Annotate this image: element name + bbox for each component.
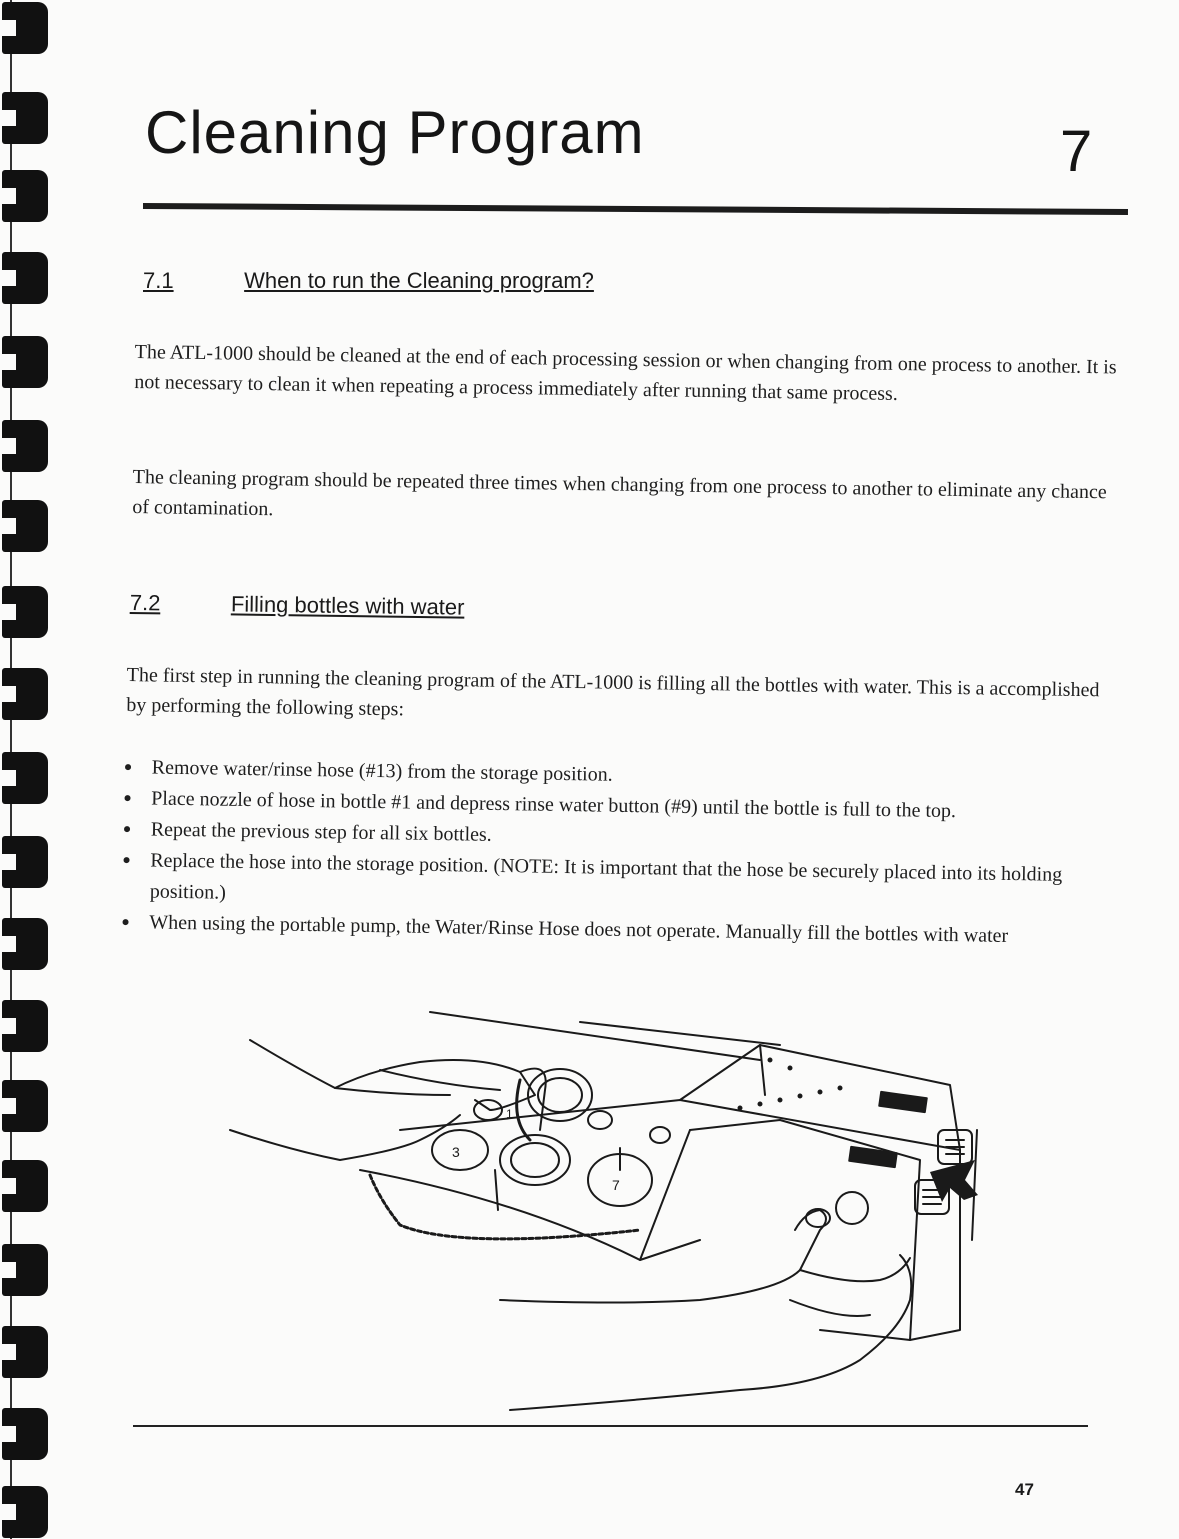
paragraph: The cleaning program should be repeated three times when changing from one process to another to eliminate any chance of contamination. [132, 465, 1107, 521]
list-item: ● Remove water/rinse hose (#13) from the storage position. [120, 752, 1110, 799]
step-list [117, 752, 1110, 954]
list-item: ● Repeat the previous step for all six bottles. [119, 814, 1109, 861]
footer-divider [133, 1425, 1088, 1427]
hands-filling-bottle-illustration [220, 1000, 1010, 1420]
chapter-title: Cleaning Program [145, 99, 645, 166]
paragraph: The first step in running the cleaning program of the ATL-1000 is filling all the bottles with water. This is a accomplished by performing the following steps: [126, 663, 1100, 721]
section-number: 7.1 [143, 268, 174, 293]
cap-label: 3 [452, 1144, 460, 1160]
section-heading-7-2 [130, 590, 465, 621]
title-divider [143, 203, 1128, 215]
section-title: Filling bottles with water [230, 591, 465, 620]
list-item: ● Replace the hose into the storage position. (NOTE: It is important that the hose be securely placed into its holding position.) [118, 845, 1109, 923]
section-title: When to run the Cleaning program? [244, 268, 594, 293]
chapter-number: 7 [1060, 119, 1093, 184]
list-item: ● Place nozzle of hose in bottle #1 and depress rinse water button (#9) until the bottle is full to the top. [119, 783, 1109, 830]
paragraph: The ATL-1000 should be cleaned at the end of each processing session or when changing from one process to another. It is not necessary to clean it when repeating a process immediately after running that same process. [134, 340, 1117, 405]
list-item: ● When using the portable pump, the Water/Rinse Hose does not operate. Manually fill the bottles with water [117, 907, 1107, 954]
cap-label: 7 [612, 1177, 620, 1193]
section-number: 7.2 [129, 590, 161, 616]
section-heading-7-1 [143, 268, 594, 294]
spiral-binding [0, 0, 60, 1539]
cap-label: 1 [506, 1107, 513, 1121]
page-number: 47 [1015, 1480, 1034, 1499]
